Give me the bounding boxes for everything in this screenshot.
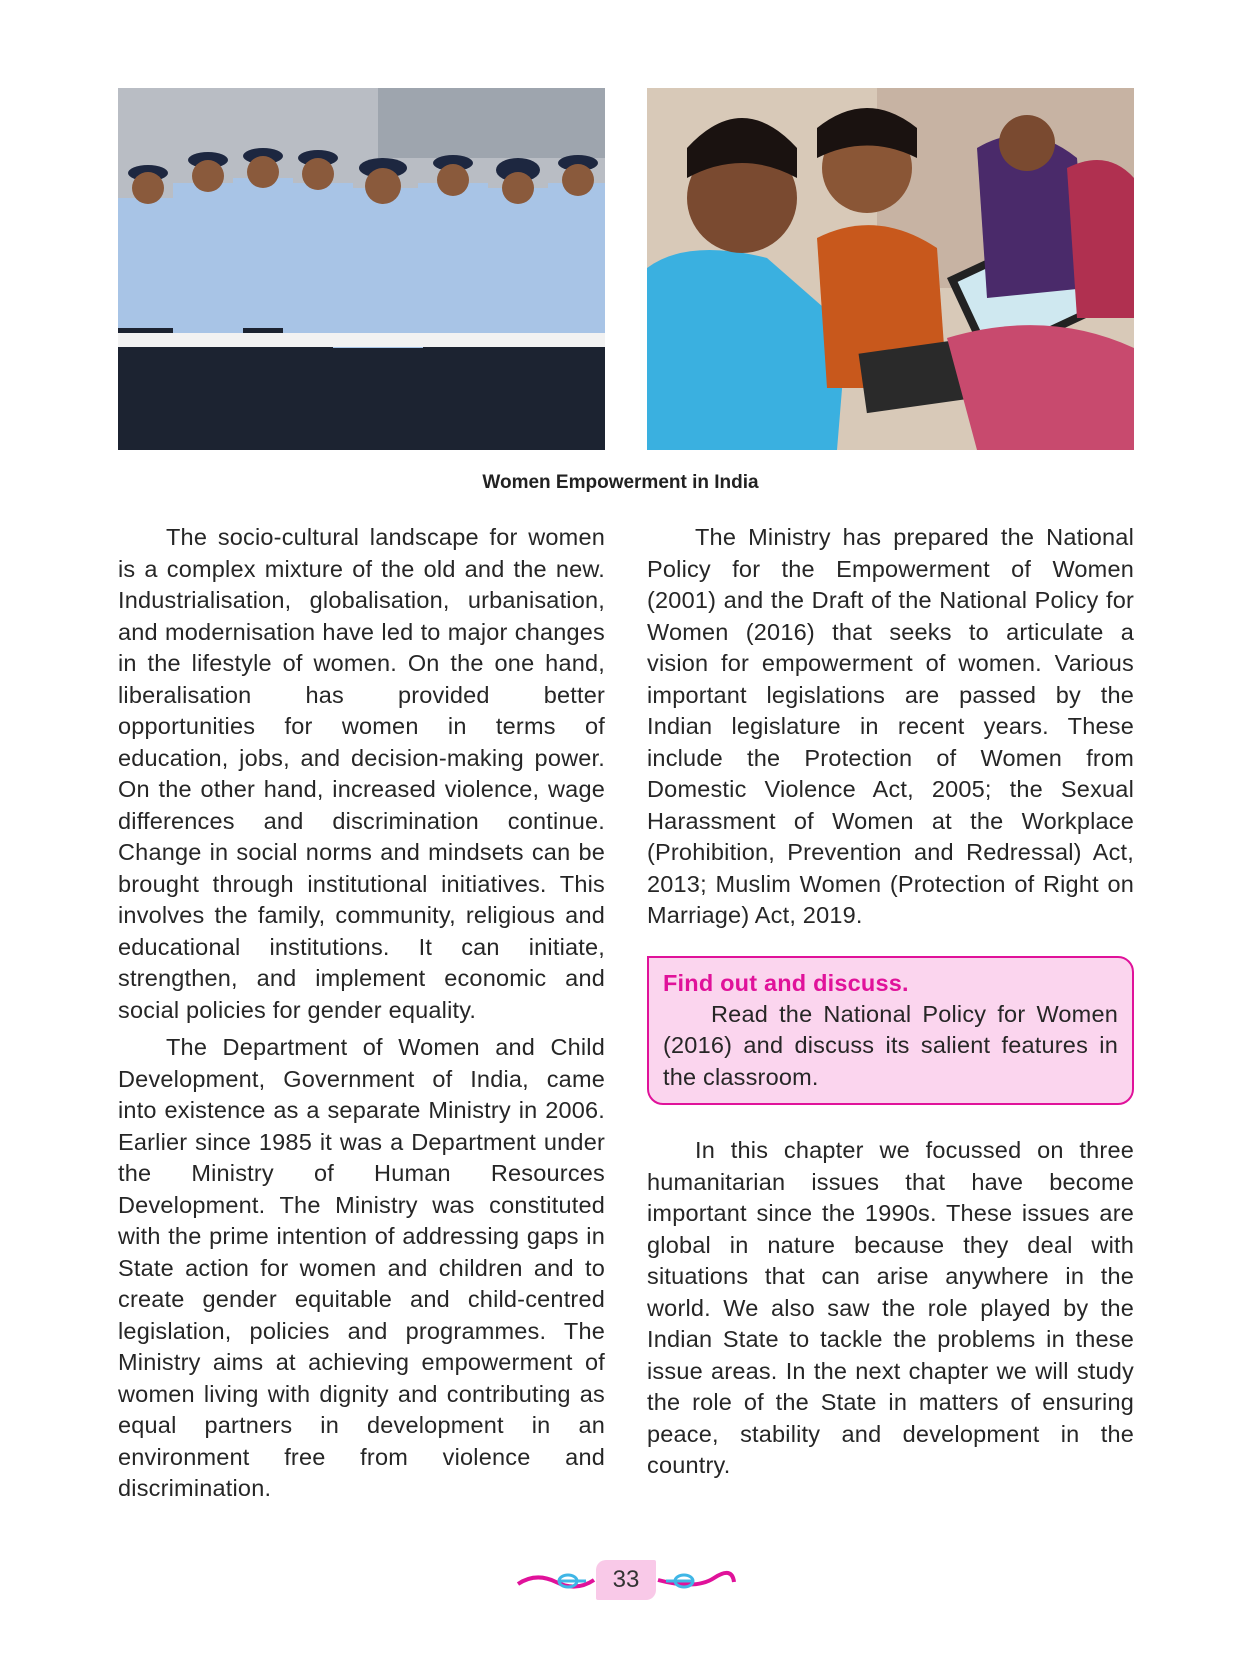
activity-text: Read the National Policy for Women (2016) and discuss its salient features in the classroom. [663,1000,1118,1090]
paragraph-chapter-summary: In this chapter we focussed on three humanitarian issues that have become important since the 1990s. These issues are global in nature because they deal with situations that can arise anywhere in the world. We also saw the role played by the Indian State to tackle the problems in these issue areas. In the next chapter we will study the role of the State in matters of ensuring peace, stability and development in the country. [647,1137,1134,1478]
photo-women-parade [118,88,605,450]
page-footer [0,1560,1241,1604]
ornament-right-icon [656,1566,736,1596]
left-column [118,522,605,1511]
paragraph-department: The Department of Women and Child Development, Government of India, came into existence as a separate Ministry in 2006. Earlier since 1985 it was a Department under the Ministry of Human Resources Development. The Ministry was constituted with the prime intention of addressing gaps in State action for women and children and to create gender equitable and child-centred legislation, policies and programmes. The Ministry aims at achieving empowerment of women living with dignity and contributing as equal partners in development in an environment free from violence and discrimination. [118,1034,605,1501]
paragraph-ministry-policy: The Ministry has prepared the National Policy for the Empowerment of Women (2001) and the Draft of the National Policy for Women (2016) that seeks to articulate a vision for empowerment of women. Various important legislations are passed by the Indian legislature in recent years. These include the Protection of Women from Domestic Violence Act, 2005; the Sexual Harassment of Women at the Workplace (Prohibition, Prevention and Redressal) Act, 2013; Muslim Women (Protection of Right on Marriage) Act, 2019. [647,524,1134,928]
activity-title: Find out and discuss. [663,969,909,996]
paragraph-socio-cultural: The socio-cultural landscape for women is a complex mixture of the old and the new. Industrialisation, globalisation, urbanisation, and modernisation have led to major changes in the lifestyle of women. On the one hand, liberalisation has provided better opportunities for women in terms of education, jobs, and decision-making power. On the other hand, increased violence, wage differences and discrimination continue. Change in social norms and mindsets can be brought through institutional initiatives. This involves the family, community, religious and educational institutions. It can initiate, strengthen, and implement economic and social policies for gender equality. [118,524,605,1023]
photo-women-laptop [647,88,1134,450]
activity-box [647,956,1134,1106]
ornament-left-icon [516,1566,596,1596]
figure-caption: Women Empowerment in India [482,472,759,493]
page-number: 33 [596,1560,656,1600]
right-column [647,522,1134,1488]
